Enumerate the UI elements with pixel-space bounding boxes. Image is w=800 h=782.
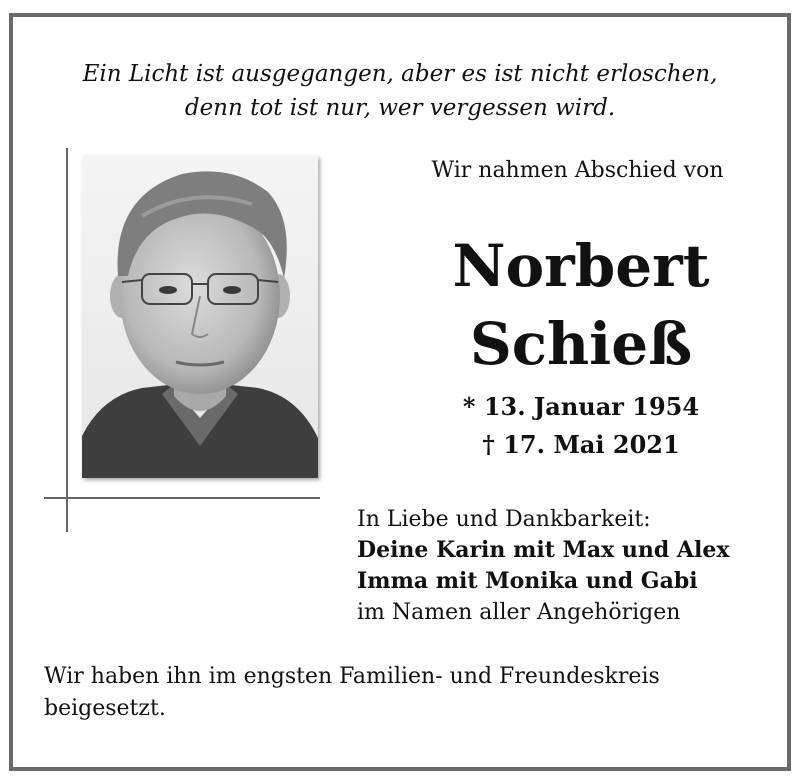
decorative-vertical-line bbox=[66, 148, 68, 532]
deceased-last-name: Schieß bbox=[469, 310, 693, 378]
birth-date: * 13. Januar 1954 bbox=[462, 392, 700, 421]
decorative-horizontal-line bbox=[44, 497, 320, 499]
quote-line-2: denn tot ist nur, wer vergessen wird. bbox=[184, 95, 616, 121]
deceased-first-name: Norbert bbox=[452, 232, 710, 300]
portrait-photo bbox=[82, 156, 318, 478]
mourners-intro: In Liebe und Dankbarkeit: bbox=[357, 507, 651, 532]
quote-line-1: Ein Licht ist ausgegangen, aber es ist nicht erloschen, bbox=[82, 61, 718, 87]
mourners-line-3: im Namen aller Angehörigen bbox=[357, 600, 681, 625]
mourners-block bbox=[357, 504, 729, 628]
closing-text: Wir haben ihn im engsten Familien- und Freundeskreis beigesetzt. bbox=[44, 664, 660, 721]
mourners-line-1: Deine Karin mit Max und Alex bbox=[357, 537, 730, 563]
death-date: † 17. Mai 2021 bbox=[482, 430, 680, 459]
farewell-intro: Wir nahmen Abschied von bbox=[431, 158, 724, 183]
mourners-line-2: Imma mit Monika und Gabi bbox=[357, 568, 698, 594]
